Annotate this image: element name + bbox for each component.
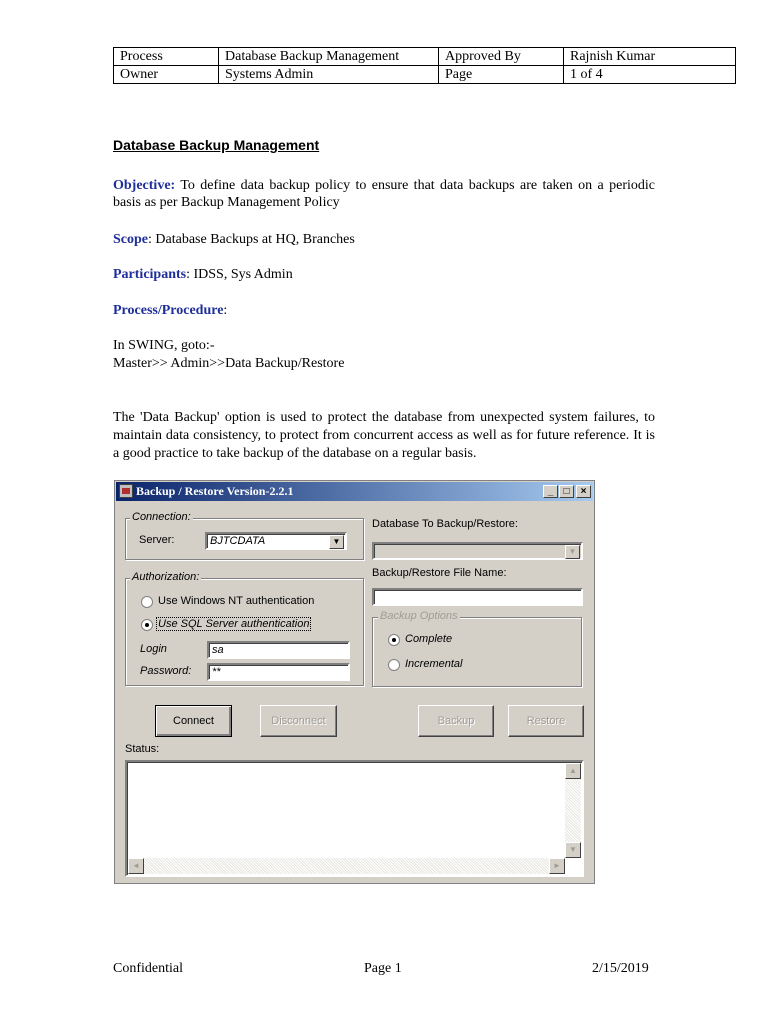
- dialog-titlebar[interactable]: [116, 482, 593, 501]
- goto-line-1: In SWING, goto:-: [113, 338, 215, 353]
- chevron-down-icon[interactable]: ▼: [329, 535, 344, 549]
- scroll-left-icon[interactable]: ◄: [128, 858, 144, 874]
- server-value: BJTCDATA: [210, 535, 266, 547]
- connection-group-label: Connection:: [132, 511, 191, 523]
- incremental-label[interactable]: Incremental: [405, 658, 463, 670]
- status-label: Status:: [125, 743, 160, 755]
- objective-text: To define data backup policy to ensure that data backups are taken on a periodic basis as per Backup Management Policy: [113, 178, 655, 210]
- password-field[interactable]: **: [207, 663, 350, 681]
- goto-line-2: Master>> Admin>>Data Backup/Restore: [113, 356, 345, 371]
- connect-button[interactable]: Connect: [155, 705, 232, 737]
- login-label: Login: [140, 643, 167, 655]
- page-value: 1 of 4: [564, 66, 736, 84]
- owner-label: Owner: [114, 66, 219, 84]
- scope-text: : Database Backups at HQ, Branches: [148, 232, 355, 247]
- server-label: Server:: [139, 534, 175, 546]
- password-label: Password:: [140, 665, 192, 677]
- file-name-field[interactable]: [372, 588, 583, 606]
- file-name-label: Backup/Restore File Name:: [372, 567, 507, 579]
- disconnect-button[interactable]: Disconnect: [260, 705, 337, 737]
- procedure-heading: [113, 302, 655, 319]
- approved-by-value: Rajnish Kumar: [564, 48, 736, 66]
- windows-auth-radio[interactable]: [141, 596, 153, 608]
- horizontal-scrollbar[interactable]: [128, 858, 565, 874]
- objective-label: Objective:: [113, 178, 176, 193]
- procedure-label: Process/Procedure: [113, 303, 224, 318]
- windows-auth-label[interactable]: Use Windows NT authentication: [158, 595, 315, 607]
- header-row: [114, 66, 736, 84]
- description-paragraph: The 'Data Backup' option is used to protect the database from unexpected system failures, to maintain data consistency, to protect from concurrent access as well as for future reference. It is a good practice to take backup of the database on a regular basis.: [113, 410, 655, 461]
- scroll-right-icon[interactable]: ►: [549, 858, 565, 874]
- chevron-down-icon[interactable]: ▼: [565, 545, 580, 559]
- restore-button[interactable]: Restore: [508, 705, 584, 737]
- scope-label: Scope: [113, 232, 148, 247]
- complete-label[interactable]: Complete: [405, 633, 453, 645]
- backup-options-label: Backup Options: [380, 610, 458, 622]
- header-table: [113, 47, 736, 84]
- database-select[interactable]: [372, 542, 583, 560]
- approved-by-label: Approved By: [439, 48, 564, 66]
- scroll-down-icon[interactable]: ▼: [565, 842, 581, 858]
- server-select[interactable]: [205, 532, 347, 550]
- page-label: Page: [439, 66, 564, 84]
- scroll-up-icon[interactable]: ▲: [565, 763, 581, 779]
- complete-radio[interactable]: [388, 634, 400, 646]
- procedure-colon: :: [223, 303, 228, 318]
- sql-auth-radio[interactable]: [141, 619, 153, 631]
- authorization-group-label: Authorization:: [132, 571, 200, 583]
- scope-paragraph: [113, 231, 655, 248]
- document-title: Database Backup Management: [113, 137, 320, 153]
- objective-paragraph: [113, 177, 655, 211]
- footer-date: 2/15/2019: [592, 961, 649, 976]
- process-value: Database Backup Management: [219, 48, 439, 66]
- minimize-button[interactable]: _: [543, 485, 558, 498]
- footer-confidential: Confidential: [113, 961, 183, 976]
- app-icon: [119, 484, 133, 498]
- participants-text: : IDSS, Sys Admin: [186, 267, 293, 282]
- sql-auth-label[interactable]: Use SQL Server authentication: [158, 618, 310, 630]
- vertical-scrollbar[interactable]: [565, 763, 581, 858]
- dialog-title: Backup / Restore Version-2.2.1: [136, 484, 294, 498]
- backup-options-group: [372, 617, 582, 687]
- login-field[interactable]: sa: [207, 641, 350, 659]
- backup-button[interactable]: Backup: [418, 705, 494, 737]
- incremental-radio[interactable]: [388, 659, 400, 671]
- backup-restore-dialog: [114, 480, 595, 884]
- maximize-button[interactable]: □: [559, 485, 574, 498]
- process-label: Process: [114, 48, 219, 66]
- database-label: Database To Backup/Restore:: [372, 518, 518, 530]
- participants-paragraph: [113, 266, 655, 283]
- footer-page-number: Page 1: [364, 961, 402, 976]
- participants-label: Participants: [113, 267, 187, 282]
- status-textarea[interactable]: [125, 760, 584, 877]
- owner-value: Systems Admin: [219, 66, 439, 84]
- header-row: [114, 48, 736, 66]
- close-button[interactable]: ×: [576, 485, 591, 498]
